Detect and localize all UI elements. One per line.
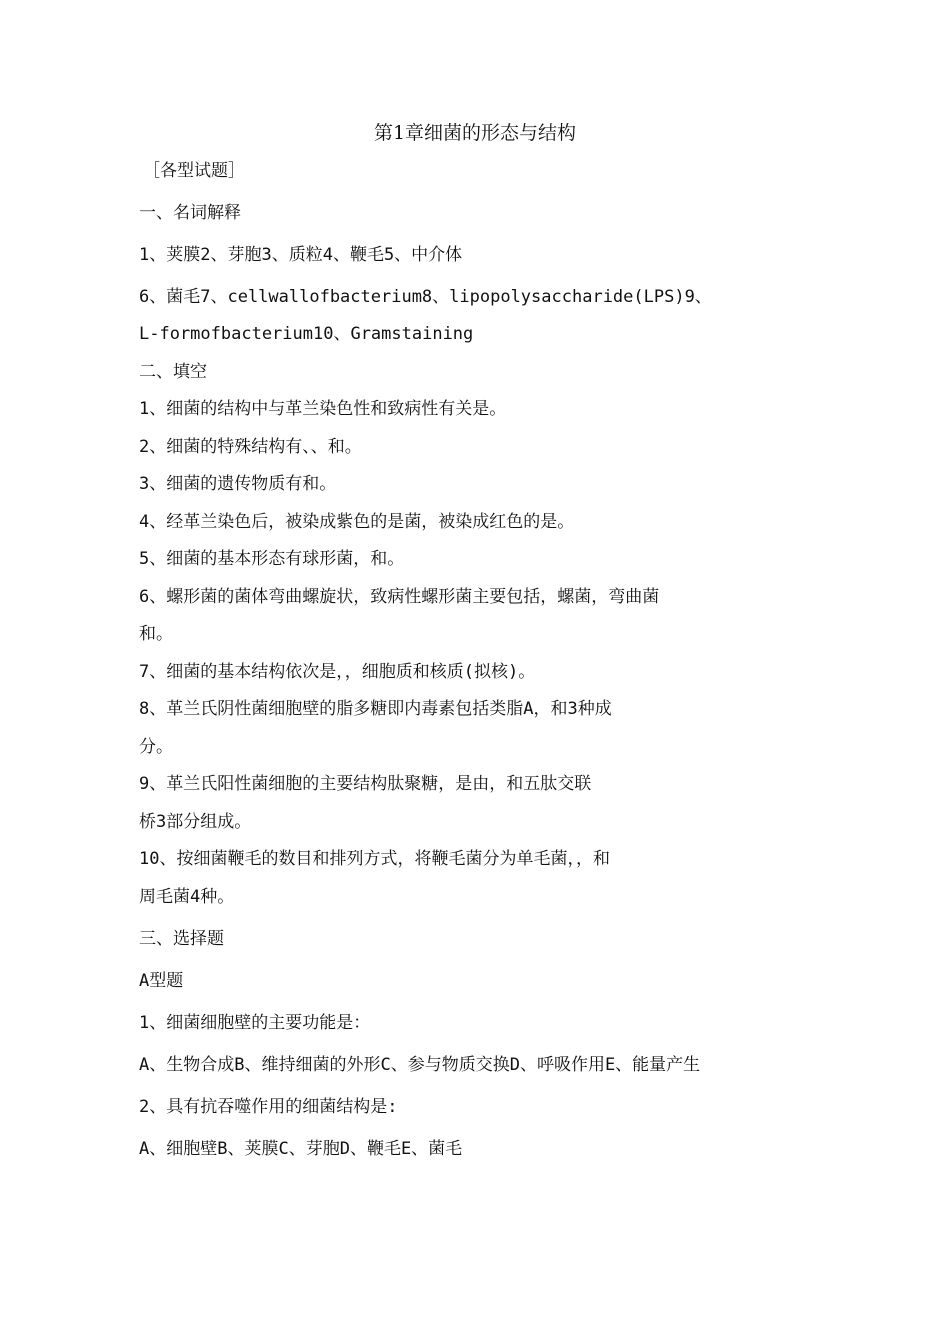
fill-question-7: 7、细菌的基本结构依次是，，细胞质和核质(拟核)。: [139, 662, 536, 682]
terms-line-1: 1、荚膜2、芽胞3、质粒4、鞭毛5、中介体: [139, 245, 463, 265]
fill-question-9-cont: 桥3部分组成。: [139, 812, 252, 832]
fill-question-8-cont: 分。: [139, 737, 173, 757]
terms-line-3: L-formofbacterium10、Gramstaining: [139, 324, 474, 344]
choice-question-1: 1、细菌细胞壁的主要功能是：: [139, 1013, 371, 1033]
fill-question-8: 8、革兰氏阴性菌细胞壁的脂多糖即内毒素包括类脂A，和3种成: [139, 699, 612, 719]
fill-question-2: 2、细菌的特殊结构有、、和。: [139, 437, 362, 457]
fill-question-10: 10、按细菌鞭毛的数目和排列方式，将鞭毛菌分为单毛菌，，和: [139, 849, 610, 869]
section-heading-terms: 一、名词解释: [139, 203, 241, 223]
choice-question-1-options: A、生物合成B、维持细菌的外形C、参与物质交换D、呼吸作用E、能量产生: [139, 1055, 701, 1075]
choice-question-2: 2、具有抗吞噬作用的细菌结构是:: [139, 1097, 398, 1117]
section-heading-fill-blank: 二、填空: [139, 362, 207, 382]
choice-question-2-options: A、细胞壁B、荚膜C、芽胞D、鞭毛E、菌毛: [139, 1139, 463, 1159]
fill-question-9: 9、革兰氏阳性菌细胞的主要结构肽聚糖，是由，和五肽交联: [139, 774, 592, 794]
fill-question-1: 1、细菌的结构中与革兰染色性和致病性有关是。: [139, 399, 507, 419]
fill-question-10-cont: 周毛菌4种。: [139, 887, 235, 907]
terms-line-2: 6、菌毛7、cellwallofbacterium8、lipopolysaccharide(LPS)9、: [139, 287, 712, 307]
subsection-a-type: A型题: [139, 971, 184, 991]
section-heading-choice: 三、选择题: [139, 929, 224, 949]
fill-question-6: 6、螺形菌的菌体弯曲螺旋状，致病性螺形菌主要包括，螺菌，弯曲菌: [139, 587, 660, 607]
fill-question-5: 5、细菌的基本形态有球形菌，和。: [139, 549, 405, 569]
fill-question-6-cont: 和。: [139, 624, 173, 644]
section-heading-question-types: ［各型试题］: [143, 161, 245, 181]
fill-question-4: 4、经革兰染色后，被染成紫色的是菌，被染成红色的是。: [139, 512, 575, 532]
fill-question-3: 3、细菌的遗传物质有和。: [139, 474, 337, 494]
chapter-title: 第1章细菌的形态与结构: [373, 122, 577, 144]
